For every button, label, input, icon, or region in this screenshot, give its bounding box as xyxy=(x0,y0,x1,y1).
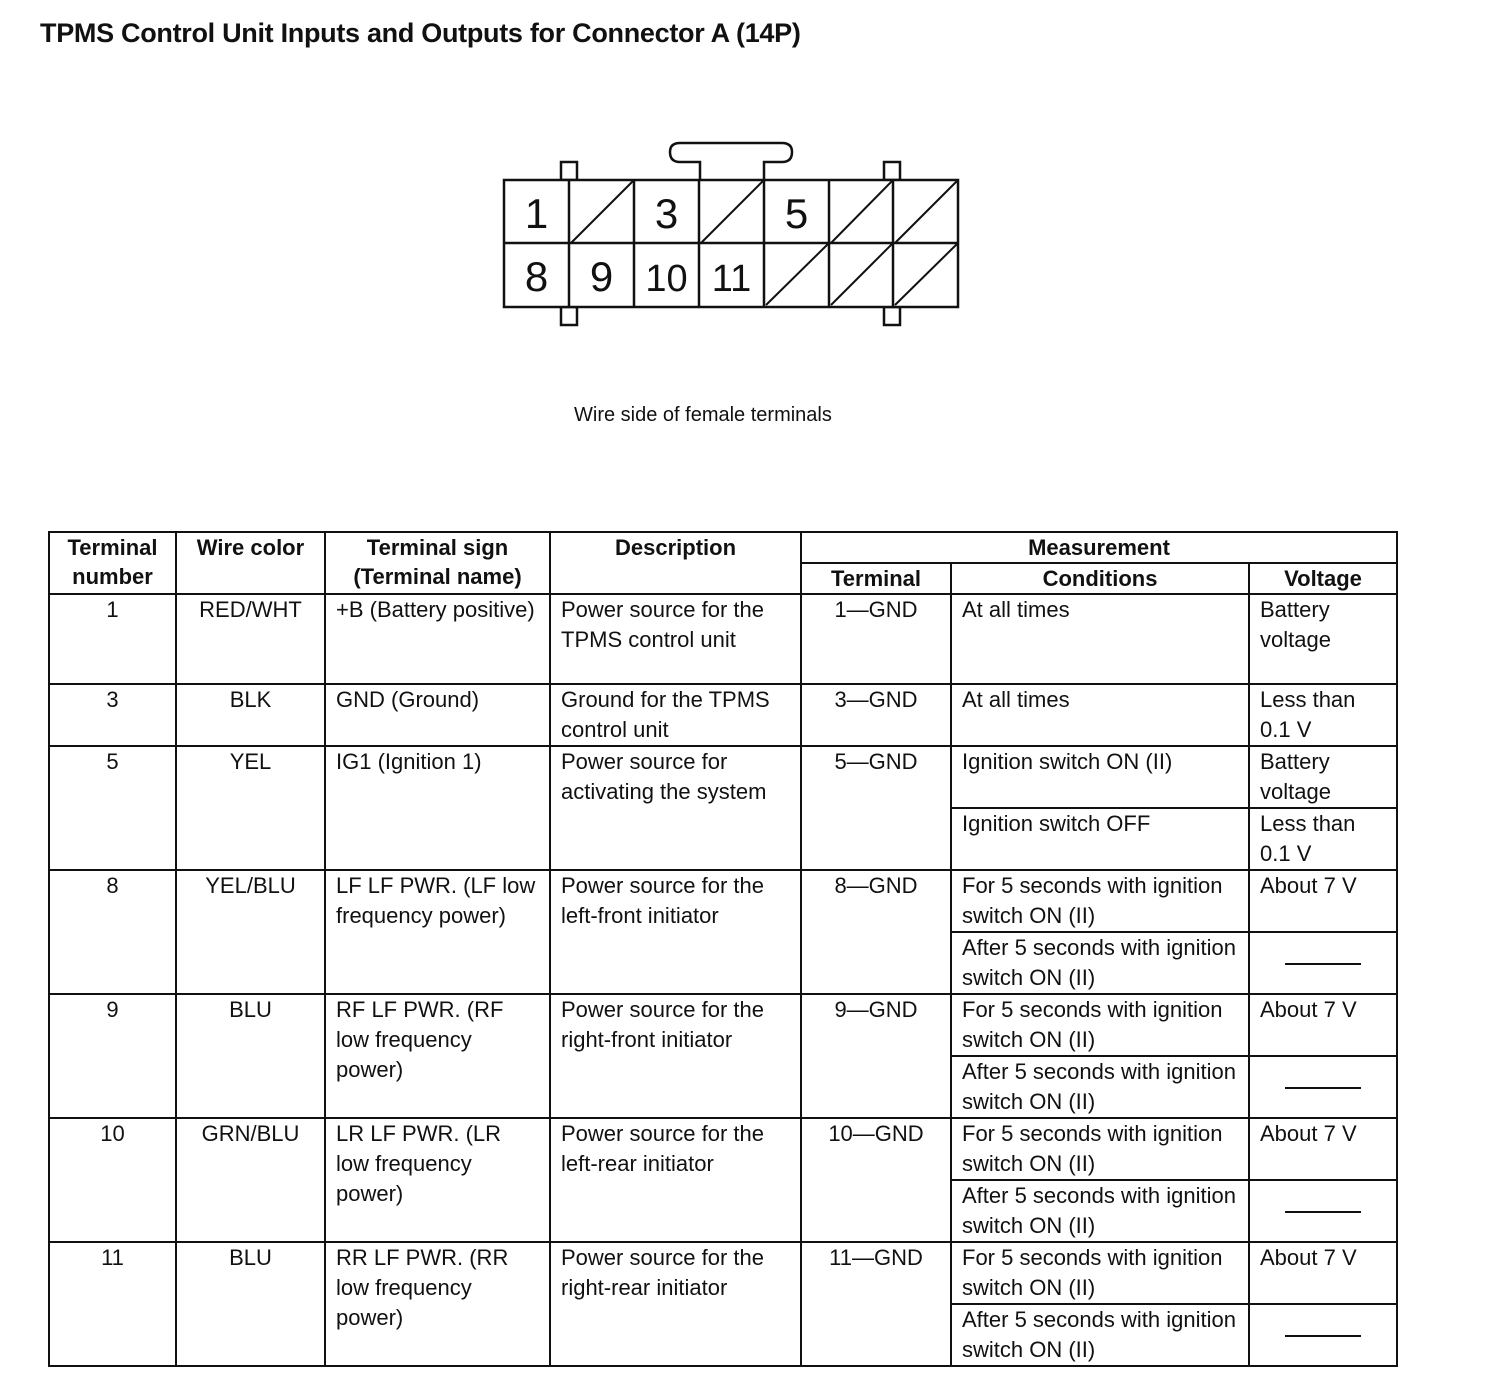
cell-terminal-number: 1 xyxy=(49,594,176,684)
cell-terminal-sign: RR LF PWR. (RR low frequency power) xyxy=(325,1242,550,1366)
cell-voltage-none xyxy=(1249,1056,1397,1118)
table-row xyxy=(49,746,1397,808)
cell-voltage: About 7 V xyxy=(1249,1242,1397,1304)
dash-line xyxy=(1285,963,1361,965)
cell-condition: After 5 seconds with ignition switch ON (II) xyxy=(951,932,1249,994)
cell-description: Power source for the left-rear initiator xyxy=(550,1118,801,1242)
cell-terminal-sign: LR LF PWR. (LR low frequency power) xyxy=(325,1118,550,1242)
dash-line xyxy=(1285,1087,1361,1089)
cell-condition: After 5 seconds with ignition switch ON (II) xyxy=(951,1056,1249,1118)
header-terminal-sign: Terminal sign (Terminal name) xyxy=(325,532,550,594)
connector-diagram xyxy=(0,0,1504,400)
table-row xyxy=(49,594,1397,684)
cell-voltage: About 7 V xyxy=(1249,994,1397,1056)
cavity-number: 11 xyxy=(711,258,752,300)
table-row xyxy=(49,684,1397,746)
cell-voltage-none xyxy=(1249,1304,1397,1366)
cell-description: Power source for activating the system xyxy=(550,746,801,870)
header-conditions: Conditions xyxy=(951,563,1249,594)
cell-description: Power source for the right-front initiator xyxy=(550,994,801,1118)
cell-terminal-sign: LF LF PWR. (LF low frequency power) xyxy=(325,870,550,994)
cavity-number: 3 xyxy=(654,190,679,237)
header-description: Description xyxy=(550,532,801,594)
cell-voltage: About 7 V xyxy=(1249,1118,1397,1180)
cell-condition: After 5 seconds with ignition switch ON (II) xyxy=(951,1304,1249,1366)
header-terminal-number: Terminal number xyxy=(49,532,176,594)
cell-wire-color: BLU xyxy=(176,994,325,1118)
cell-measure-terminal: 5—GND xyxy=(801,746,951,870)
cell-description: Power source for the TPMS control unit xyxy=(550,594,801,684)
cell-wire-color: YEL/BLU xyxy=(176,870,325,994)
cell-condition: For 5 seconds with ignition switch ON (II) xyxy=(951,870,1249,932)
header-voltage: Voltage xyxy=(1249,563,1397,594)
cell-voltage: Less than 0.1 V xyxy=(1249,684,1397,746)
dash-line xyxy=(1285,1335,1361,1337)
cell-wire-color: YEL xyxy=(176,746,325,870)
cell-terminal-sign: GND (Ground) xyxy=(325,684,550,746)
cell-terminal-number: 10 xyxy=(49,1118,176,1242)
table-row xyxy=(49,994,1397,1056)
cell-condition: At all times xyxy=(951,684,1249,746)
cell-wire-color: GRN/BLU xyxy=(176,1118,325,1242)
cell-terminal-sign: IG1 (Ignition 1) xyxy=(325,746,550,870)
cell-terminal-number: 3 xyxy=(49,684,176,746)
cell-condition: After 5 seconds with ignition switch ON (II) xyxy=(951,1180,1249,1242)
cell-terminal-number: 8 xyxy=(49,870,176,994)
cavity-number: 1 xyxy=(524,190,549,237)
cell-terminal-number: 11 xyxy=(49,1242,176,1366)
header-terminal: Terminal xyxy=(801,563,951,594)
header-wire-color: Wire color xyxy=(176,532,325,594)
cavity-number: 10 xyxy=(645,258,688,300)
header-measurement: Measurement xyxy=(801,532,1397,563)
cell-measure-terminal: 10—GND xyxy=(801,1118,951,1242)
cell-voltage-none xyxy=(1249,1180,1397,1242)
cell-voltage: About 7 V xyxy=(1249,870,1397,932)
table-row xyxy=(49,1242,1397,1304)
table-row xyxy=(49,1118,1397,1180)
cell-condition: At all times xyxy=(951,594,1249,684)
cell-wire-color: BLU xyxy=(176,1242,325,1366)
cell-wire-color: BLK xyxy=(176,684,325,746)
connector-caption: Wire side of female terminals xyxy=(574,404,832,426)
page-title: TPMS Control Unit Inputs and Outputs for Connector A (14P) xyxy=(40,18,801,48)
cell-voltage-none xyxy=(1249,932,1397,994)
cavity-number: 5 xyxy=(784,190,809,237)
cell-terminal-number: 5 xyxy=(49,746,176,870)
cell-condition: Ignition switch OFF xyxy=(951,808,1249,870)
cavity-number: 9 xyxy=(589,253,614,300)
cell-description: Power source for the left-front initiator xyxy=(550,870,801,994)
dash-line xyxy=(1285,1211,1361,1213)
cell-measure-terminal: 11—GND xyxy=(801,1242,951,1366)
cell-condition: For 5 seconds with ignition switch ON (II) xyxy=(951,994,1249,1056)
cell-voltage: Less than 0.1 V xyxy=(1249,808,1397,870)
cell-description: Ground for the TPMS control unit xyxy=(550,684,801,746)
cavity-number: 8 xyxy=(524,253,549,300)
cell-terminal-number: 9 xyxy=(49,994,176,1118)
cell-voltage: Battery voltage xyxy=(1249,594,1397,684)
cell-measure-terminal: 1—GND xyxy=(801,594,951,684)
cell-measure-terminal: 8—GND xyxy=(801,870,951,994)
cell-description: Power source for the right-rear initiator xyxy=(550,1242,801,1366)
cell-condition: Ignition switch ON (II) xyxy=(951,746,1249,808)
cell-measure-terminal: 3—GND xyxy=(801,684,951,746)
cell-terminal-sign: RF LF PWR. (RF low frequency power) xyxy=(325,994,550,1118)
cell-condition: For 5 seconds with ignition switch ON (II) xyxy=(951,1118,1249,1180)
io-table xyxy=(48,531,1398,1367)
cell-condition: For 5 seconds with ignition switch ON (II) xyxy=(951,1242,1249,1304)
cell-measure-terminal: 9—GND xyxy=(801,994,951,1118)
cell-voltage: Battery voltage xyxy=(1249,746,1397,808)
table-row xyxy=(49,870,1397,932)
cell-wire-color: RED/WHT xyxy=(176,594,325,684)
cell-terminal-sign: +B (Battery positive) xyxy=(325,594,550,684)
